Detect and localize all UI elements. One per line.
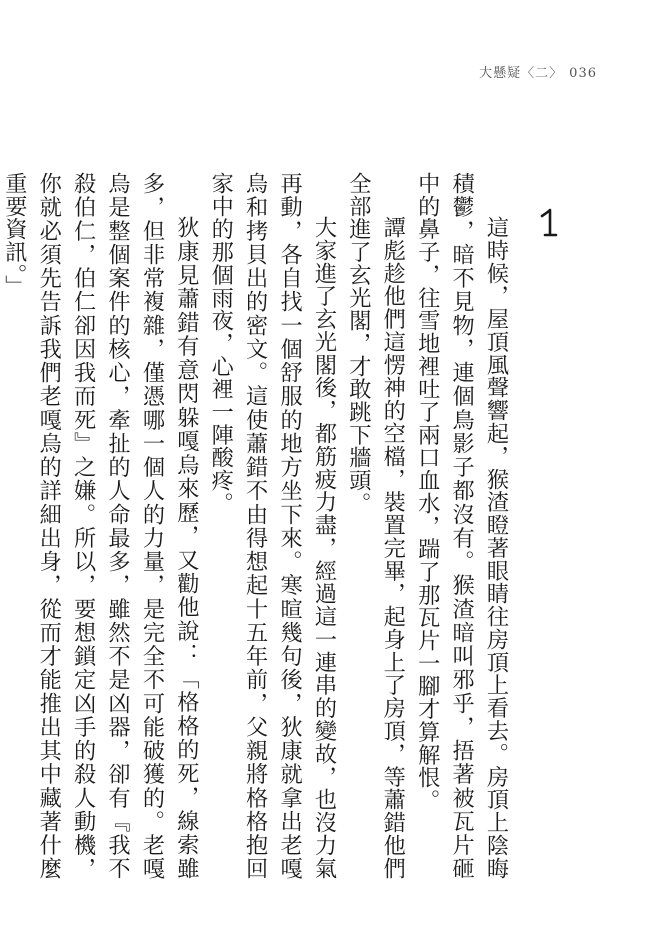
running-head <box>479 62 597 81</box>
paragraph: 大家進了玄光閣後，都筋疲力盡，經過這一連串的變故，也沒力氣再動，各自找一個舒服的地方坐下來。寒暄幾句後，狄康就拿出老嘎烏和拷貝出的密文。這使蕭錯不由得想起十五年前，父親將格格抱回家中的那個雨夜，心裡一陣酸疼。 <box>207 172 337 880</box>
page-number: 036 <box>569 66 597 81</box>
paragraph: 這時候，屋頂風聲響起，猴渣瞪著眼睛往房頂上看去。房頂上陰晦積鬱，暗不見物，連個鳥影子都沒有。猴渣暗叫邪乎，捂著被瓦片砸中的鼻子，往雪地裡吐了兩口血水，踹了那瓦片一腳才算解恨。 <box>414 172 509 880</box>
chapter-mark-glyph <box>536 208 562 238</box>
paragraph: 狄康見蕭錯有意閃躲嘎烏來歷，又勸他說：「格格的死，線索雖多，但非常複雜，僅憑哪一個人的力量，是完全不可能破獲的。老嘎烏是整個案件的核心，牽扯的人命最多，雖然不是凶器，卻有『我不殺伯仁，伯仁卻因我而死』之嫌。所以，要想鎖定凶手的殺人動機，你就必須先告訴我們老嘎烏的詳細出身，從而才能推出其中藏著什麼重要資訊。」 <box>1 172 200 880</box>
body-text <box>0 172 513 880</box>
book-title: 大懸疑〈二〉 <box>479 66 564 81</box>
paragraph: 譚彪趁他們這愣神的空檔，裝置完畢，起身上了房頂，等蕭錯他們全部進了玄光閣，才敢跳下牆頭。 <box>345 172 406 880</box>
chapter-mark <box>536 208 562 238</box>
